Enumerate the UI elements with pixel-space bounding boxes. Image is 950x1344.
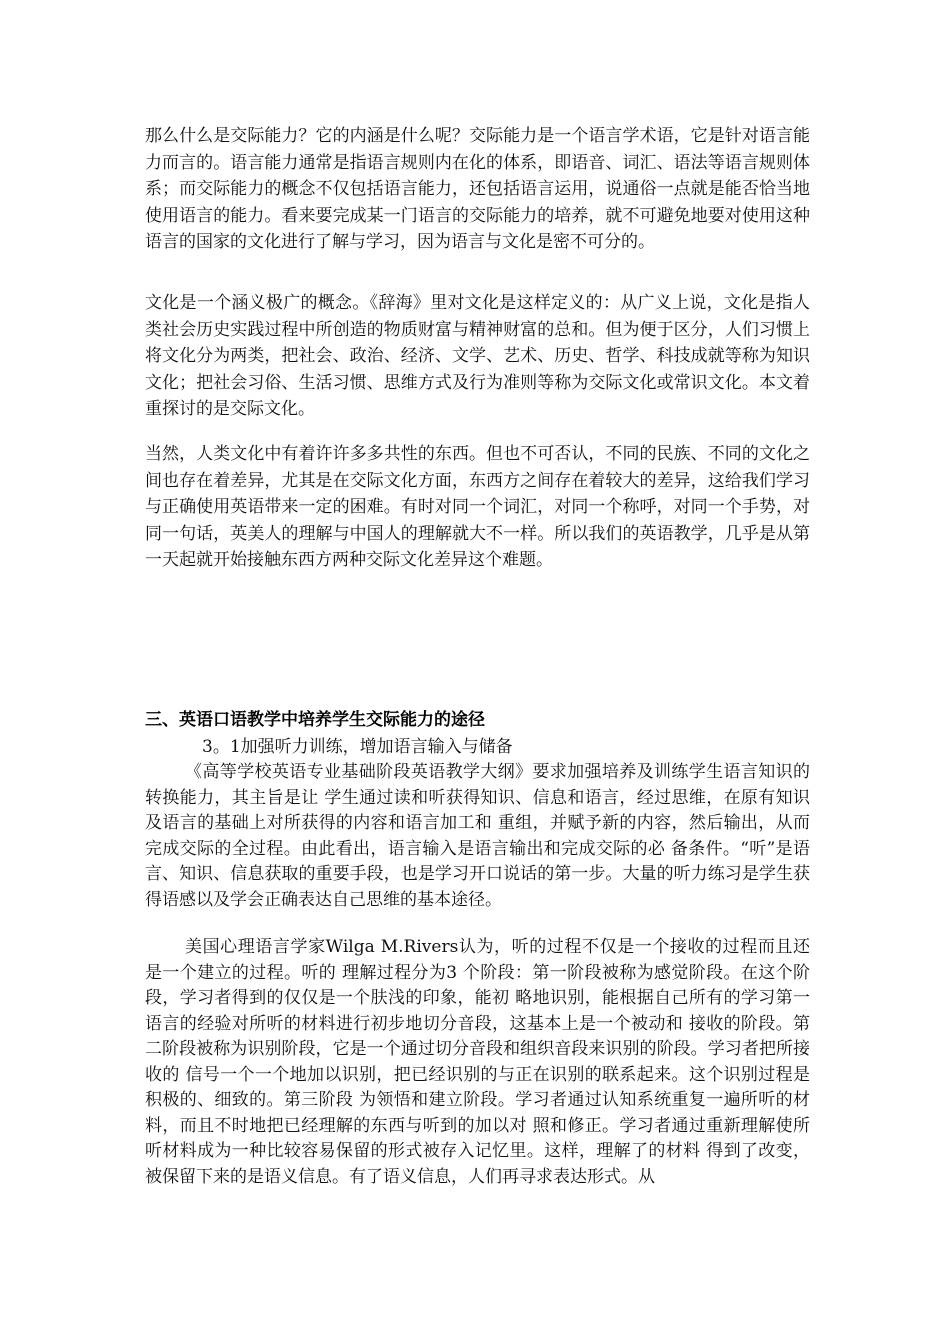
subsection-heading: 3。1加强听力训练，增加语言输入与储备 [202,737,513,757]
paragraph-cultural-differences: 当然，人类文化中有着许许多多共性的东西。但也不可否认，不同的民族、不同的文化之间也存在着差异，尤其是在交际文化方面，东西方之间存在着较大的差异，这给我们学习与正确使用英语带来一定的困难。有时对同一个词汇，对同一个称呼，对同一个手势，对同一句话，英美人的理解与中国人的理解就大不一样。所以我们的英语教学，几乎是从第一天起就开始接触东西方两种交际文化差异这个难题。 [145,444,810,570]
paragraph-communicative-competence: 那么什么是交际能力？它的内涵是什么呢？交际能力是一个语言学术语，它是针对语言能力而言的。语言能力通常是指语言规则内在化的体系，即语音、词汇、语法等语言规则体系；而交际能力的概念不仅包括语言能力，还包括语言运用，说通俗一点就是能否恰当地使用语言的能力。看来要完成某一门语言的交际能力的培养，就不可避免地要对使用这种语言的国家的文化进行了解与学习，因为语言与文化是密不可分的。 [145,126,810,252]
section-heading: 三、英语口语教学中培养学生交际能力的途径 [145,710,485,730]
paragraph-culture-definition: 文化是一个涵义极广的概念。《辞海》里对文化是这样定义的：从广义上说，文化是指人类社会历史实践过程中所创造的物质财富与精神财富的总和。但为便于区分，人们习惯上将文化分为两类，把社会、政治、经济、文学、艺术、历史、哲学、科技成就等称为知识文化；把社会习俗、生活习惯、思维方式及行为准则等称为交际文化或常识文化。本文着重探讨的是交际文化。 [145,293,810,419]
paragraph-syllabus: 《高等学校英语专业基础阶段英语教学大纲》要求加强培养及训练学生语言知识的转换能力，其主旨是让 学生通过读和听获得知识、信息和语言，经过思维，在原有知识及语言的基础上对所获得的内容和语言加工和 重组，并赋予新的内容，然后输出，从而完成交际的全过程。由此看出，语言输入是语言输出和完成交际的必 备条件。“听”是语言、知识、信息获取的重要手段，也是学习开口说话的第一步。大量的听力练习是学生获 得语感以及学会正确表达自己思维的基本途径。 [145,762,810,910]
paragraph-listening-process: 美国心理语言学家Wilga M.Rivers认为，听的过程不仅是一个接收的过程而且还是一个建立的过程。听的 理解过程分为3 个阶段：第一阶段被称为感觉阶段。在这个阶段，学习者得到的仅仅是一个肤浅的印象，能初 略地识别，能根据自己所有的学习第一语言的经验对所听的材料进行初步地切分音段，这基本上是一个被动和 接收的阶段。第二阶段被称为识别阶段，它是一个通过切分音段和组织音段来识别的阶段。学习者把所接收的 信号一个一个地加以识别，把已经识别的与正在识别的联系起来。这个识别过程是积极的、细致的。第三阶段 为领悟和建立阶段。学习者通过认知系统重复一遍所听的材料，而且不时地把已经理解的东西与听到的加以对 照和修正。学习者通过重新理解使所听材料成为一种比较容易保留的形式被存入记忆里。这样，理解了的材料 得到了改变，被保留下来的是语义信息。有了语义信息，人们再寻求表达形式。从 [145,937,810,1187]
